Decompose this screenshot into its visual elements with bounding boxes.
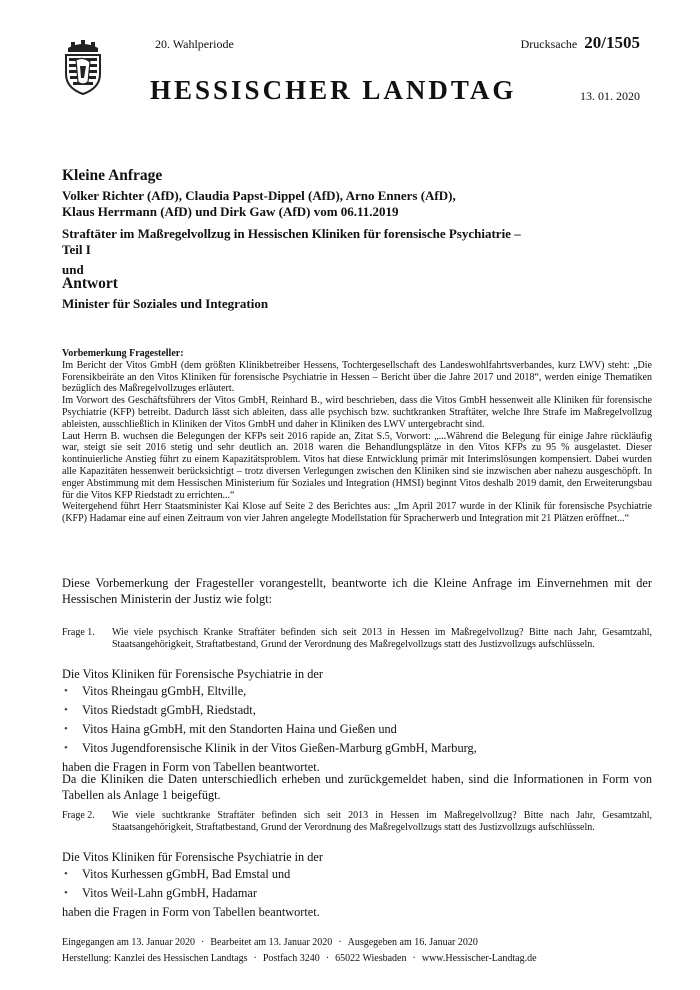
frage-number: Frage 1.: [62, 627, 95, 638]
footer-bearbeitet: Bearbeitet am 13. Januar 2020: [210, 937, 333, 948]
klinik-list: [62, 866, 652, 902]
vorbemerkung-title: Vorbemerkung Fragesteller:: [62, 348, 184, 359]
hessen-coat-of-arms-icon: [62, 38, 104, 96]
page-title: HESSISCHER LANDTAG: [150, 75, 517, 105]
footer-dates: [62, 937, 652, 948]
document-date: 13. 01. 2020: [580, 89, 640, 103]
und-label: und: [62, 262, 84, 277]
vorbemerkung-paragraph: Im Vorwort des Geschäftsführers der Vitos GmbH, Reinhard B., wird beschrieben, dass die Vitos GmbH hessenweit alle Kliniken für forensische Psychiatrie (KFP) betreibt. Dadurch lässt sich ableiten, dass alle psychisch bzw. suchtkranken Straftäter, welche Ihre Strafe im Maßregelvollzug ableisten, ausschließlich in Kliniken der Vitos GmbH und daher in Kliniken des LWV untergebracht sind.: [62, 395, 652, 430]
authors-line-1: Volker Richter (AfD), Claudia Papst-Dippel (AfD), Arno Enners (AfD),: [62, 188, 456, 203]
frage-text: Wie viele psychisch Kranke Straftäter befinden sich seit 2013 in Hessen im Maßregelvollzug? Bitte nach Jahr, Gesamtzahl, Staatsangehörigkeit, Straftatbestand, Grund der Verordnung des Maßregelvollzugs statt des Justizvollzugs aufschlüsseln.: [112, 627, 652, 650]
footer-eingegangen: Eingegangen am 13. Januar 2020: [62, 937, 196, 948]
footer-herstellung: Herstellung: Kanzlei des Hessischen Landtags: [62, 953, 248, 964]
vorbemerkung-paragraph: Weitergehend führt Herr Staatsminister Kai Klose auf Seite 2 des Berichtes aus: „Im April 2017 wurde in der Klinik für forensische Psychiatrie (KFP) Hadamar eine auf einen Zeitraum von vier Jahren angelegte Modellstation für Spracherwerb und Integration mit 21 Plätzen eröffnet...“: [62, 501, 652, 525]
heading-antwort: Antwort: [62, 275, 118, 292]
frage-text: Wie viele suchtkranke Straftäter befinden sich seit 2013 in Hessen im Maßregelvollzug? Bitte nach Jahr, Gesamtzahl, Staatsangehörigkeit, Straftatbestand, Grund der Verordnung des Maßregelvollzugs statt des Justizvollzugs aufschlüsseln.: [112, 810, 652, 833]
antwort-2: [62, 849, 652, 921]
footer-separator: ·: [412, 953, 416, 964]
antwort-tail: haben die Fragen in Form von Tabellen beantwortet.: [62, 905, 320, 919]
drucksache-number: 20/1505: [584, 33, 640, 52]
footer-publisher: [62, 953, 652, 964]
subject-line-2: Teil I: [62, 242, 91, 257]
list-item: • Vitos Weil-Lahn gGmbH, Hadamar: [62, 885, 652, 902]
wahlperiode: 20. Wahlperiode: [155, 37, 234, 51]
drucksache-label: Drucksache: [520, 37, 578, 51]
frage-2: [62, 810, 652, 834]
antwort-1: [62, 666, 652, 776]
footer-separator: ·: [201, 937, 205, 948]
footer-ausgegeben: Ausgegeben am 16. Januar 2020: [347, 937, 478, 948]
heading-kleine-anfrage: Kleine Anfrage: [62, 167, 163, 184]
footer-postfach: Postfach 3240: [262, 953, 320, 964]
intro-paragraph: Diese Vorbemerkung der Fragesteller vorangestellt, beantworte ich die Kleine Anfrage im Einvernehmen mit der Hessischen Ministerin der Justiz wie folgt:: [62, 576, 652, 606]
subject: [62, 226, 652, 258]
footer-website-link[interactable]: www.Hessischer-Landtag.de: [421, 953, 537, 964]
minister: Minister für Soziales und Integration: [62, 296, 269, 311]
footer-separator: ·: [338, 937, 342, 948]
vorbemerkung-paragraph: Im Bericht der Vitos GmbH (dem größten Klinikbetreiber Hessens, Tochtergesellschaft des Landeswohlfahrtsverbandes, kurz LWV) steht: „Die Forensikbeiräte an den Vitos Kliniken für forensische Psychiatrie in Hessen – Bericht über die Jahre 2017 und 2018“, werden einige Thematiken bezüglich des Maßregelvollzuges erläutert.: [62, 359, 652, 395]
footer-separator: ·: [325, 953, 330, 964]
subject-line-1: Straftäter im Maßregelvollzug in Hessischen Kliniken für forensische Psychiatrie –: [62, 226, 521, 241]
vorbemerkung-paragraph: Laut Herrn B. wuchsen die Belegungen der KFPs seit 2016 rapide an, Zitat S.5, Vorwort: „...Während die Belegung für einige Jahre rückläufig war, steigt sie seit 2016 stetig und sehr deutlich an. 2018 waren die Behandlungsplätze in den Vitos KFPs zu 95 % ausgelastet. Dieser kontinuierliche Anstieg führt zu einem Kapazitätsproblem. Vitos hat diese Entwicklung primär mit Interimslösungen kompensiert. Dabei wurden alle Kapazitäten hessenweit berücksichtigt – trotz diversen Verlegungen zwischen den Kliniken sind sie inzwischen aber nahezu ausgeschöpft. In enger Abstimmung mit dem Hessischen Ministerium für Soziales und Integration (HMSI) beginnt Vitos deshalb 2019 damit, den Erweiterungsbau für die Vitos KFP Riedstadt zu errichten...“: [62, 430, 652, 501]
frage-number: Frage 2.: [62, 810, 95, 821]
antwort-lead: Die Vitos Kliniken für Forensische Psychiatrie in der: [62, 667, 323, 681]
antwort-lead: Die Vitos Kliniken für Forensische Psychiatrie in der: [62, 850, 323, 864]
list-item: • Vitos Jugendforensische Klinik in der Vitos Gießen-Marburg gGmbH, Marburg,: [62, 740, 652, 757]
list-item: • Vitos Haina gGmbH, mit den Standorten Haina und Gießen und: [62, 721, 652, 738]
list-item: • Vitos Rheingau gGmbH, Eltville,: [62, 683, 652, 700]
footer-separator: ·: [253, 953, 257, 964]
klinik-list: [62, 683, 652, 757]
drucksache: [521, 33, 640, 53]
authors: [62, 188, 652, 220]
frage-1: [62, 627, 652, 651]
footer-ort: 65022 Wiesbaden: [335, 953, 407, 964]
antwort-tail: haben die Fragen in Form von Tabellen beantwortet.: [62, 760, 320, 774]
antwort-1-note: Da die Kliniken die Daten unterschiedlich erheben und zurückgemeldet haben, sind die Informationen in Form von Tabellen als Anlage 1 beigefügt.: [62, 772, 652, 802]
list-item: • Vitos Riedstadt gGmbH, Riedstadt,: [62, 702, 652, 719]
list-item: • Vitos Kurhessen gGmbH, Bad Emstal und: [62, 866, 652, 883]
vorbemerkung: [62, 348, 652, 525]
authors-line-2: Klaus Herrmann (AfD) und Dirk Gaw (AfD) vom 06.11.2019: [62, 204, 399, 219]
